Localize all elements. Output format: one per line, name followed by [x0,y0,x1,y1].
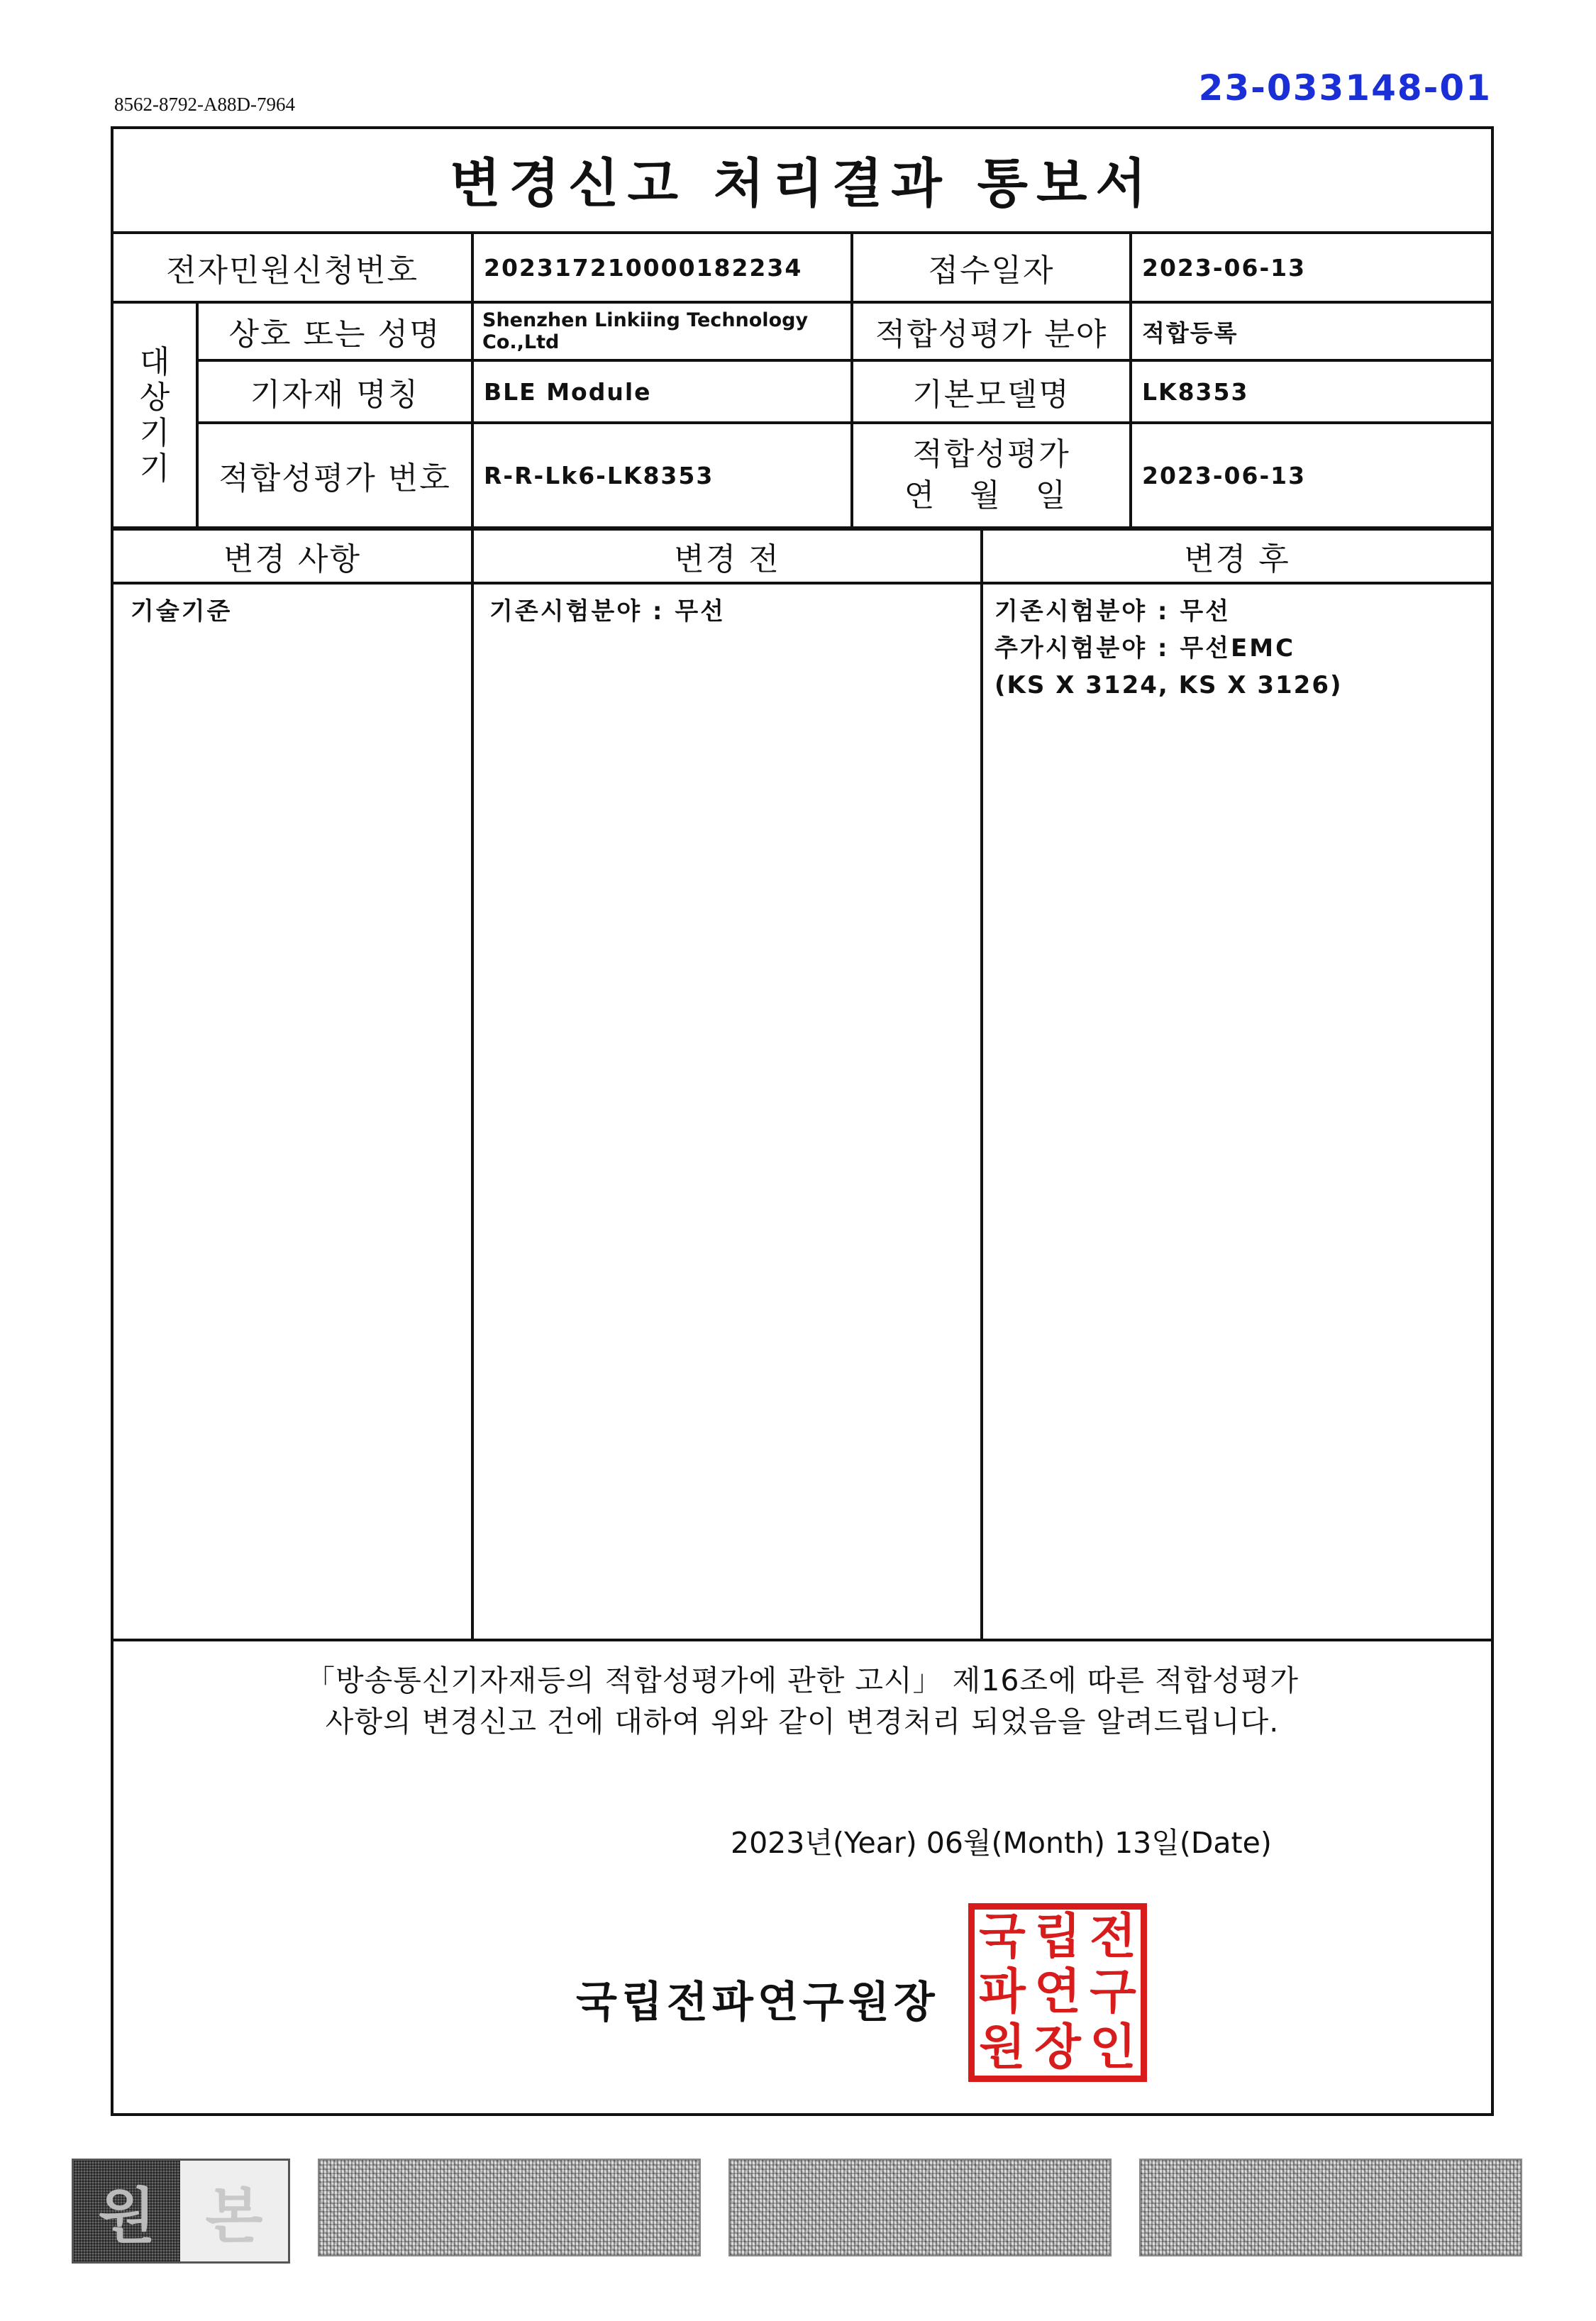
model-name-label: 기본모델명 [912,377,1070,413]
certificate-number: 23-033148-01 [1198,67,1492,109]
original-stamp-char: 본 [180,2161,288,2261]
application-number-label: 전자민원신청번호 [165,253,419,289]
equipment-name-label: 기자재 명칭 [250,377,420,413]
before-change-header: 변경 전 [674,541,780,577]
original-stamp [72,2159,290,2264]
target-label-char: 기 [139,450,170,487]
target-label-char: 상 [139,380,170,416]
issue-date: 2023년(Year) 06월(Month) 13일(Date) [731,1826,1272,1860]
barcode-image [318,2159,701,2256]
notice-line: 「방송통신기자재등의 적합성평가에 관한 고시」 제16조에 따른 적합성평가 [306,1663,1299,1697]
document-id: 8562-8792-A88D-7964 [114,94,295,115]
issuer-name: 국립전파연구원장 [576,1978,939,2027]
certification-date-label-line2: 연 월 일 [904,477,1079,514]
seal-char: 인 [1090,2020,1136,2076]
application-number-value: 202317210000182234 [484,253,803,282]
assessment-field-label: 적합성평가 분야 [875,316,1108,353]
seal-char: 립 [1034,1909,1081,1965]
equipment-name-value: BLE Module [484,377,652,406]
after-change-value [994,593,1343,704]
after-change-line: 기존시험분야 : 무선 [994,597,1231,626]
target-label-char: 기 [139,415,170,451]
company-label: 상호 또는 성명 [228,316,441,353]
certification-number-value: R-R-Lk6-LK8353 [484,461,714,489]
divider [980,528,983,1640]
certification-number-label: 적합성평가 번호 [218,460,451,497]
barcode-image [728,2159,1112,2256]
target-equipment-label [113,305,196,526]
seal-char: 원 [979,2020,1026,2076]
page-title: 변경신고 처리결과 통보서 [450,153,1155,214]
before-change-value: 기존시험분야 : 무선 [489,597,726,626]
company-value: Shenzhen Linkiing Technology Co.,Ltd [482,309,809,353]
notice-line: 사항의 변경신고 건에 대하여 위와 같이 변경처리 되었음을 알려드립니다. [325,1705,1280,1739]
official-seal [968,1903,1147,2082]
original-stamp-char: 원 [74,2161,180,2261]
certification-date-value: 2023-06-13 [1142,461,1307,489]
after-change-line: (KS X 3124, KS X 3126) [994,671,1343,699]
seal-char: 연 [1034,1964,1081,2020]
change-item-header: 변경 사항 [223,541,361,577]
assessment-field-value: 적합등록 [1142,318,1238,347]
receipt-date-value: 2023-06-13 [1142,253,1307,282]
divider [111,582,1494,585]
barcode-image [1139,2159,1522,2256]
seal-char: 구 [1090,1964,1136,2020]
certification-date-label [853,424,1129,526]
model-name-value: LK8353 [1142,377,1249,406]
divider [111,1639,1494,1641]
seal-char: 전 [1090,1909,1136,1965]
certification-date-label-line1: 적합성평가 [912,436,1070,472]
target-label-char: 대 [139,344,170,380]
after-change-header: 변경 후 [1184,541,1290,577]
receipt-date-label: 접수일자 [928,253,1055,289]
seal-char: 파 [979,1964,1026,2020]
after-change-line: 추가시험분야 : 무선EMC [994,634,1296,663]
seal-char: 장 [1034,2020,1081,2076]
notice-text [111,1660,1494,1742]
seal-char: 국 [979,1909,1026,1965]
change-item-value: 기술기준 [131,597,233,626]
